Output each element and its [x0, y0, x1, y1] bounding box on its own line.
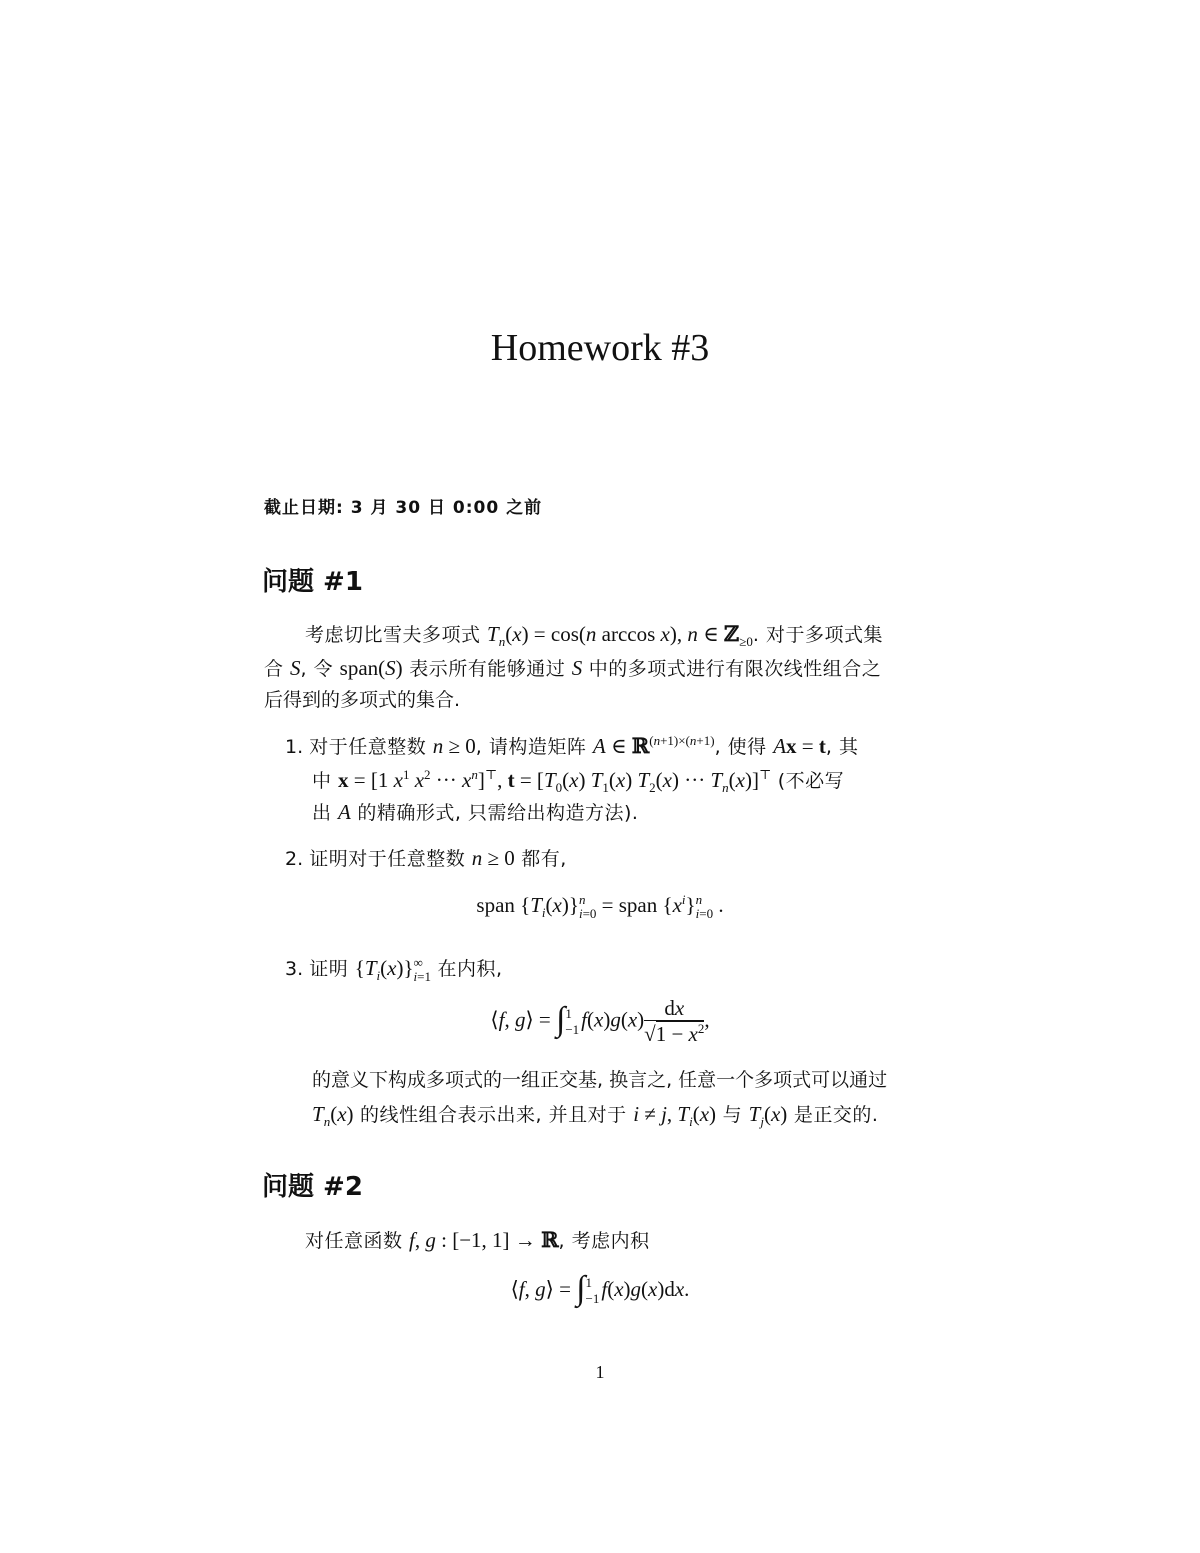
item-2-line-1: 2. 证明对于任意整数 n ≥ 0 都有,: [285, 846, 567, 870]
problem-1-intro-line-1: 考虑切比雪夫多项式 $T_n(x) = \cos(n$ arccos x), n ∈ ℤ$_{\ge 0}$. 对于多项式集: [305, 621, 883, 650]
item-1-line-3: 出 A 的精确形式, 只需给出构造方法).: [312, 800, 639, 824]
item-3-line-3: 的意义下构成多项式的一组正交基, 换言之, 任意一个多项式可以通过: [312, 1069, 888, 1091]
item-3-line-1: 3. 证明 $\{T_i(x)\}\infty$ i=1 在内积,: [285, 955, 503, 985]
item-1-line-1: 1. 对于任意整数 n ≥ 0, 请构造矩阵 A ∈ ℝ$^{(n+1)\times(n+1)}$, 使得 Ax = t, 其: [285, 733, 859, 758]
page-title: Homework #3: [490, 327, 710, 369]
problem-2-heading: 问题 #2: [262, 1172, 363, 1202]
problem-1-intro-line-2: 合 S, 令 span(S) 表示所有能够通过 S 中的多项式进行有限次线性组合之: [264, 656, 882, 680]
page-number: 1: [595, 1362, 605, 1382]
item-1-line-2: 中 x = [1 $x^1$ $x^2$ ··· $x^n]^⊤$, $t = [T_0(x)$ $T_1(x)$ $T_2(x)$ ··· $T_n(x)]^⊤$ (不必写: [312, 767, 845, 796]
equation-span-equality: span $\{T_i(x)\}n$ i=0 = span $\{x^i\}n$ i=0 .: [476, 892, 724, 922]
item-3-line-4: $T_n(x)$ 的线性组合表示出来, 并且对于 i ≠ j, $T_i(x)$ 与 $T_j(x)$ 是正交的.: [312, 1102, 879, 1130]
deadline-text: 截止日期: 3 月 30 日 0:00 之前: [264, 498, 543, 518]
problem-2-intro-line: 对任意函数 f, g : [−1, 1] → ℝ, 考虑内积: [305, 1227, 650, 1252]
problem-1-heading: 问题 #1: [262, 567, 363, 597]
equation-standard-inner-product: ⟨f, g⟩ = ∫1 −1f(x)g(x)dx.: [510, 1270, 690, 1307]
equation-chebyshev-inner-product: ⟨f, g⟩ = ∫1 −1f(x)g(x) $\frac{dx}{√1 - x^2}$ ,: [490, 996, 710, 1046]
problem-1-intro-line-3: 后得到的多项式的集合.: [264, 689, 461, 711]
